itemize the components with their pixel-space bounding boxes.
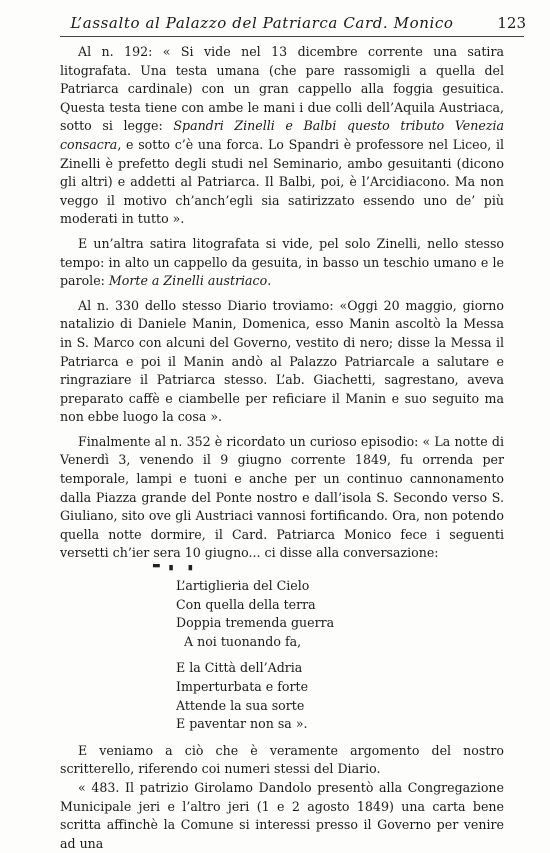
paragraph-text: . (267, 273, 272, 289)
running-head (60, 10, 526, 36)
header-rule (60, 36, 524, 37)
paragraph-text: Al n. 192: « Si vide nel 13 dicembre corrente una satira litografata. Una testa umana (che pare rassomigli a quella del Patriarca cardinale) con un gran cappello alla foggia gesuitica. Questa testa tiene con ambe le mani i due colli dell’Aquila Austriaca, sotto si legge: (60, 44, 504, 134)
printer-marks: ▬ ▖ ▗ (152, 561, 196, 572)
paragraph-satira-1 (60, 43, 504, 229)
paragraph-text: Finalmente al n. 352 è ricordato un curioso episodio: « La notte di Venerdì 3, venendo il 9 giugno corrente 1849, fu orrenda per temporale, lampi e tuoni e anche per un continuo cannonamento dalla Piazza grande del Ponte nostro e dall’isola S. Secondo verso S. Giuliano, sito ove gli Austriaci vannosi fortificando. Ora, non potendo quella notte dormire, il Card. Patriarca Monico fece i seguenti versetti ch’ier sera 10 giugno... ci disse alla conversazione: (60, 433, 504, 561)
paragraph-manin (60, 297, 504, 427)
verse-block (176, 577, 504, 734)
paragraph-episodio (60, 433, 504, 563)
paragraph-satira-2 (60, 235, 504, 291)
paragraph-text: Al n. 330 dello stesso Diario troviamo: «Oggi 20 maggio, giorno natalizio di Daniele Manin, Domenica, esso Manin ascoltò la Messa in S. Marco con alcuni del Governo, vestito di nero; disse la Messa il Patriarca e poi il Manin andò al Palazzo Patriarcale a salutare e ringraziare il Patriarca stesso. L’ab. Giachetti, sagrestano, aveva preparato caffè e ciambelle per reficiare il Manin e suo seguito ma non ebbe luogo la cosa ». (60, 297, 504, 425)
italic-inscription: Morte a Zinelli austriaco (108, 273, 268, 289)
verse-line: Attende la sua sorte (176, 697, 305, 713)
page-number: 123 (497, 14, 526, 32)
verse-line: E la Città dell’Adria (176, 660, 303, 676)
verse-line: A noi tuonando fa, (184, 633, 302, 649)
paragraph-dandolo: « 483. Il patrizio Girolamo Dandolo presentò alla Congregazione Municipale jeri e l’altro jeri (1 e 2 agosto 1849) una carta bene scritta affinchè la Comune si interessi presso il Governo per venire ad una (60, 779, 504, 851)
running-head-title: L’assalto al Palazzo del Patriarca Card. Monico (70, 14, 454, 32)
verse-line: Con quella della terra (176, 596, 316, 612)
page-body (60, 43, 504, 853)
verse-line: L’artiglieria del Cielo (176, 578, 310, 594)
verse-line: Doppia tremenda guerra (176, 615, 335, 631)
paragraph-text: E un’altra satira litografata si vide, pel solo Zinelli, nello stesso tempo: in alto un cappello da gesuita, in basso un teschio umano e le parole: (60, 235, 504, 289)
paragraph-text: , e sotto c’è una forca. Lo Spandri è professore nel Liceo, il Zinelli è prefetto degli studi nel Seminario, ambo gesuitanti (dicono gli altri) e addetti al Patriarca. Il Balbi, poi, è l’Arcidiacono. Ma non veggo il motivo ch’anch’egli sia satirizzato essendo uno de’ più moderati in tutto ». (60, 136, 504, 227)
verse-line: E paventar non sa ». (176, 716, 308, 732)
paragraph-argomento: E veniamo a ciò che è veramente argomento del nostro scritterello, riferendo coi numeri stessi del Diario. (60, 742, 504, 777)
italic-inscription: Spandri Zinelli e Balbi questo tributo Venezia consacra (60, 118, 504, 152)
verse-line: Imperturbata e forte (176, 679, 309, 694)
verse-stanza-2 (176, 659, 504, 733)
verse-stanza-1 (176, 577, 504, 651)
